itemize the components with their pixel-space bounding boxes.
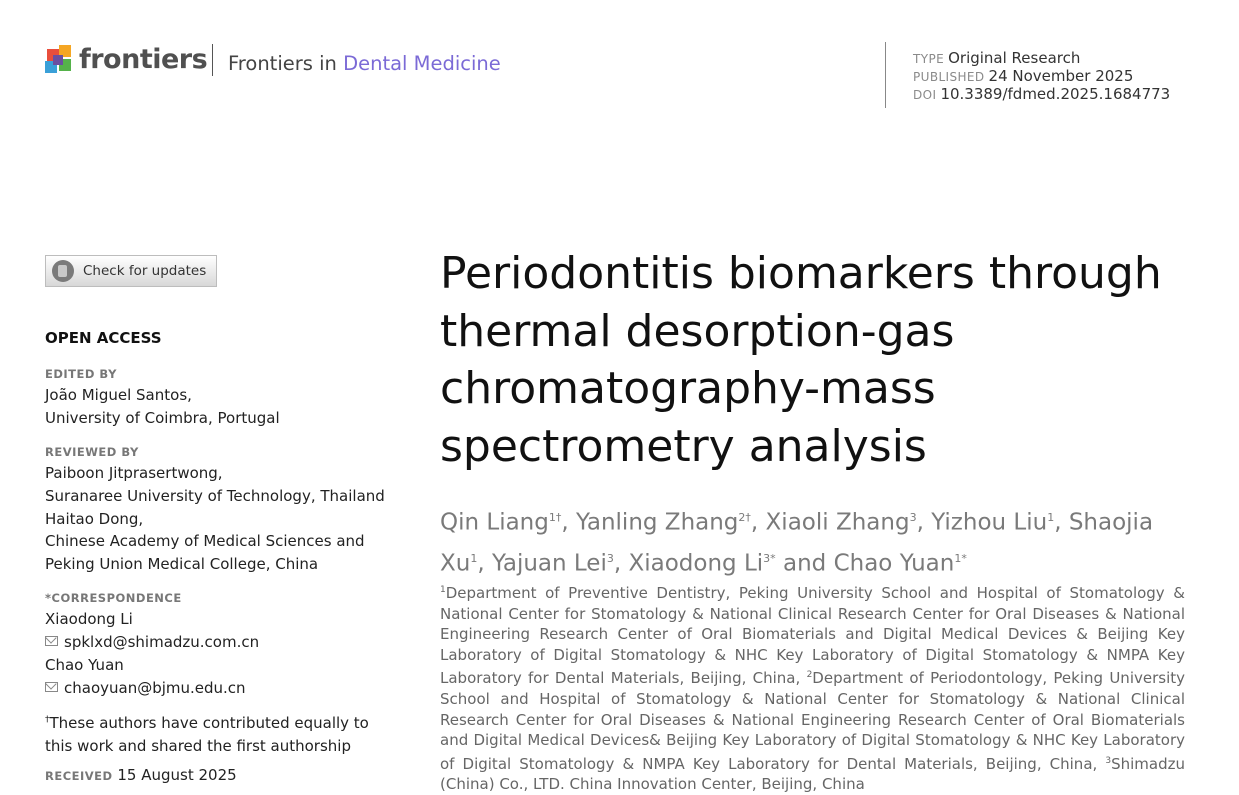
author-affiliation-mark: 1 [470,551,478,565]
published-value: 24 November 2025 [988,67,1134,85]
correspondent-2-name: Chao Yuan [45,656,124,674]
doi-label: DOI [913,88,937,102]
reviewed-by-label: REVIEWED BY [45,445,139,459]
author-name[interactable]: Xiaodong Li [628,550,764,577]
received-value: 15 August 2025 [117,766,237,784]
author-separator: , [613,550,629,577]
author-affiliation-mark: 3 [606,551,614,565]
doi [913,85,1170,104]
correspondent-1-name: Xiaodong Li [45,610,133,628]
author-name[interactable]: Yajuan Lei [491,550,607,577]
correspondent-2-email[interactable]: chaoyuan@bjmu.edu.cn [64,679,246,697]
received-date [45,766,237,784]
doi-link[interactable]: 10.3389/fdmed.2025.1684773 [940,85,1171,103]
affiliation-number: 2 [806,670,813,681]
author-affiliation-mark: 1 [1047,511,1055,524]
author-list [440,500,1200,581]
affiliations [440,580,1185,795]
frontiers-logo-icon [45,45,75,75]
check-for-updates-button[interactable] [45,255,217,287]
author-separator: , [916,509,932,536]
equal-note-line1: These authors have contributed equally to [49,714,369,732]
author-separator: , [477,550,492,577]
author-separator: and [775,550,834,577]
editor-affiliation: University of Coimbra, Portugal [45,409,280,427]
author-affiliation-mark: 1† [548,511,562,524]
header-divider [212,44,213,76]
correspondent-1-email-row [45,633,259,651]
journal-prefix: Frontiers in [228,52,344,75]
correspondent-1-email[interactable]: spklxd@shimadzu.com.cn [64,633,260,651]
correspondence-label: *CORRESPONDENCE [45,591,182,605]
author-name[interactable]: Yanling Zhang [575,509,739,536]
logo-wordmark: frontiers [79,44,208,75]
check-updates-icon [52,260,74,282]
check-updates-label: Check for updates [83,263,207,279]
article-title: Periodontitis biomarkers through thermal desorption-gas chromatography-mass spectrometry analysis [440,248,1162,472]
type-value: Original Research [948,49,1081,67]
affiliation-text: Shimadzu (China) Co., LTD. China Innovation Center, Beijing, China [440,754,1185,794]
journal-title-accent: Dental Medicine [343,52,501,75]
mail-icon [45,636,58,646]
affiliation-text: Department of Periodontology, Peking University School and Hospital of Stomatology & National Center for Stomatology & National Clinical Research Center for Oral Diseases & National Engineering Research Center of Oral Biomaterials and Digital Medical Devices& Beijing Key Laboratory of Digital Stomatology & NHC Key Laboratory of Digital Stomatology & NMPA Key Laboratory for Dental Materials, Beijing, China, [440,669,1185,773]
correspondent-2-email-row [45,679,246,697]
author-name[interactable]: Chao Yuan [833,550,955,577]
reviewer-2-affiliation-line1: Chinese Academy of Medical Sciences and [45,532,365,550]
article-type [913,49,1080,68]
received-label: RECEIVED [45,769,113,783]
dagger-mark: † [45,715,50,725]
reviewer-1-affiliation: Suranaree University of Technology, Thailand [45,487,385,505]
affiliation-number: 3 [1105,755,1112,766]
mail-icon [45,682,58,692]
author-separator: , [750,509,766,536]
journal-name[interactable] [228,52,501,75]
reviewer-2-name: Haitao Dong, [45,510,144,528]
author-affiliation-mark: 3 [909,511,917,524]
open-access-label: OPEN ACCESS [45,329,162,347]
author-affiliation-mark: 3* [763,551,776,565]
author-name[interactable]: Qin Liang [440,509,549,536]
author-affiliation-mark: 1* [954,551,967,565]
author-separator: , [1054,509,1069,536]
affiliation-number: 1 [440,585,446,595]
published-date [913,67,1133,86]
type-label: TYPE [913,52,945,66]
affiliation-text: Department of Preventive Dentistry, Peking University School and Hospital of Stomatology & National Center for Stomatology & National Clinical Research Center for Oral Diseases & National Engineering Research Center of Oral Biomaterials and Digital Medical Devices & Beijing Key Laboratory of Digital Stomatology & NHC Key Laboratory of Digital Stomatology & NMPA Key Laboratory for Dental Materials, Beijing, China, [440,584,1185,688]
edited-by-label: EDITED BY [45,367,117,381]
author-name[interactable]: Xiaoli Zhang [765,509,910,536]
equal-note-line2: this work and shared the first authorship [45,737,351,755]
editor-name: João Miguel Santos, [45,386,192,404]
author-name[interactable]: Shaojia Xu [440,509,1154,577]
frontiers-logo[interactable] [45,44,207,75]
equal-contribution-note [45,709,405,758]
author-name[interactable]: Yizhou Liu [931,509,1048,536]
reviewer-2-affiliation-line2: Peking Union Medical College, China [45,555,319,573]
published-label: PUBLISHED [913,70,985,84]
reviewer-1-name: Paiboon Jitprasertwong, [45,464,223,482]
author-affiliation-mark: 2† [738,511,751,524]
author-separator: , [561,509,576,536]
meta-divider [885,42,886,108]
